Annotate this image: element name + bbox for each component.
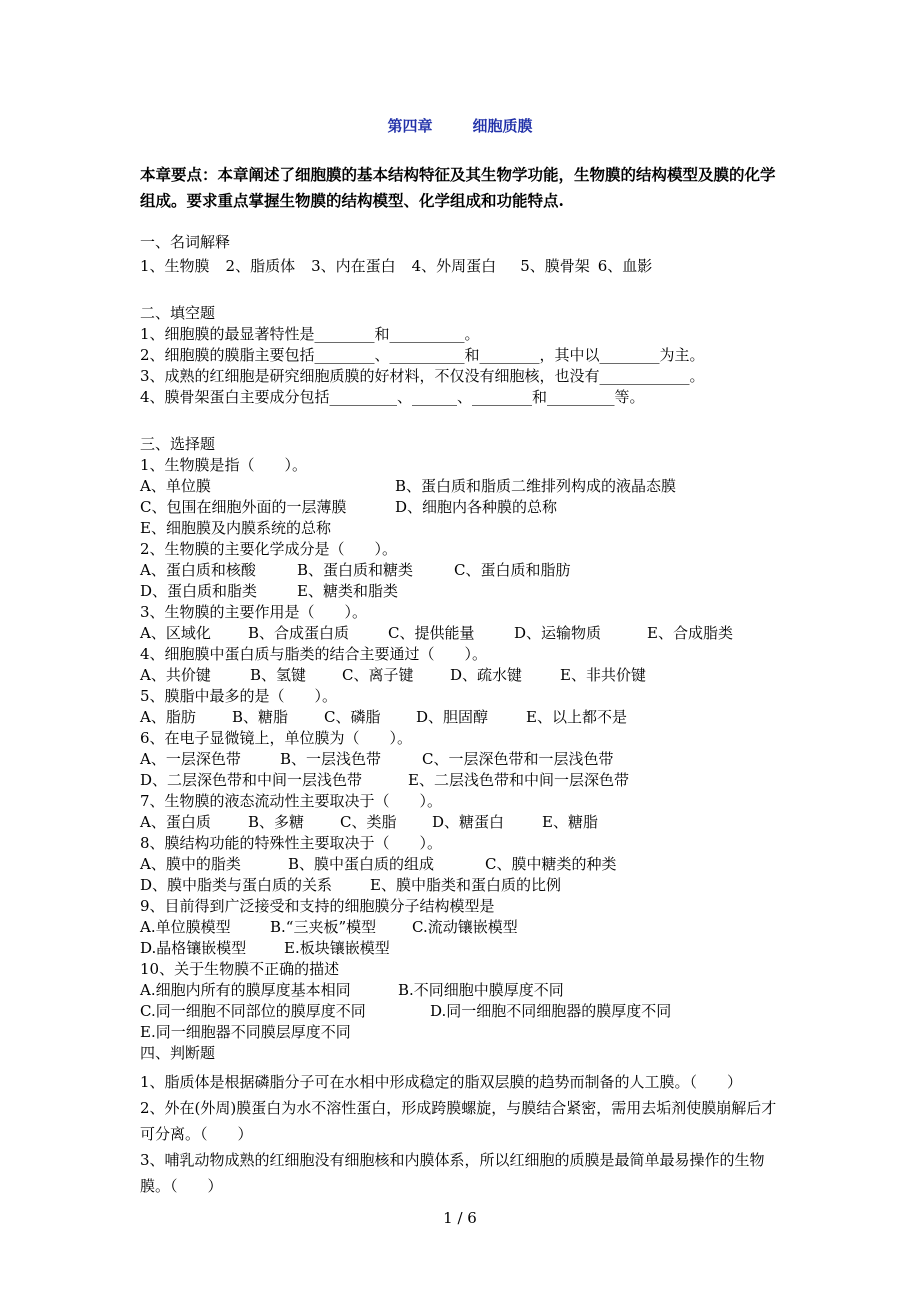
option: B、多糖	[248, 813, 305, 831]
term-list	[140, 253, 800, 280]
term-item: 3、内在蛋白	[311, 257, 396, 275]
option: E、二层浅色带和中间一层深色带	[408, 771, 629, 789]
option: E.板块镶嵌模型	[284, 939, 390, 957]
section-heading: 二、填空题	[140, 304, 216, 322]
option-row	[140, 560, 800, 581]
statement: 2、外在(外周)膜蛋白为水不溶性蛋白，形成跨膜螺旋，与膜结合紧密，需用去垢剂使膜崩解后才可分离。（ ）	[140, 1099, 777, 1143]
section-terms	[140, 232, 800, 280]
option-row	[140, 707, 800, 728]
option-row	[140, 749, 800, 770]
option-row	[140, 812, 800, 833]
option: D、糖蛋白	[432, 813, 505, 831]
option-row	[140, 875, 800, 896]
option: B、合成蛋白质	[248, 624, 350, 642]
option: A、区域化	[140, 624, 211, 642]
option: D、胆固醇	[416, 708, 489, 726]
option-row	[140, 938, 800, 959]
option-row	[140, 518, 800, 539]
option-row	[140, 1022, 800, 1043]
option: A.细胞内所有的膜厚度基本相同	[140, 981, 351, 999]
question-stem: 6、在电子显微镜上，单位膜为（ ）。	[140, 729, 413, 747]
option: D、疏水键	[450, 666, 523, 684]
option: E、非共价键	[560, 666, 646, 684]
option: A、膜中的脂类	[140, 855, 241, 873]
term-item: 2、脂质体	[225, 257, 296, 275]
section-heading: 一、名词解释	[140, 233, 231, 251]
option: C、蛋白质和脂肪	[454, 561, 571, 579]
option: D.同一细胞不同细胞器的膜厚度不同	[430, 1002, 672, 1020]
option: E、糖脂	[542, 813, 598, 831]
section-fill-blank	[140, 303, 800, 408]
option: C、类脂	[340, 813, 397, 831]
option: B.不同细胞中膜厚度不同	[398, 981, 564, 999]
option: E、合成脂类	[647, 624, 733, 642]
term-item: 1、生物膜	[140, 257, 210, 275]
option: D、二层深色带和中间一层浅色带	[140, 771, 363, 789]
question-stem: 1、生物膜是指（ ）。	[140, 456, 308, 474]
question-stem: 9、目前得到广泛接受和支持的细胞膜分子结构模型是	[140, 897, 495, 915]
option: D、膜中脂类与蛋白质的关系	[140, 876, 333, 894]
option: E、糖类和脂类	[297, 582, 398, 600]
option: A、单位膜	[140, 477, 211, 495]
option: B.“三夹板”模型	[270, 918, 377, 936]
option: B、膜中蛋白质的组成	[288, 855, 435, 873]
option: D、运输物质	[514, 624, 602, 642]
chapter-title	[0, 116, 920, 136]
option-row	[140, 980, 800, 1001]
chapter-name: 细胞质膜	[472, 117, 533, 135]
option: B、糖脂	[232, 708, 289, 726]
question-stem: 10、关于生物膜不正确的描述	[140, 960, 340, 978]
page-number: 1 / 6	[443, 1209, 477, 1227]
question: 2、细胞膜的膜脂主要包括________、__________和________，其中以________为主。	[140, 346, 705, 364]
term-item: 5、膜骨架	[520, 257, 590, 275]
option: B、一层浅色带	[280, 750, 382, 768]
question-stem: 5、膜脂中最多的是（ ）。	[140, 687, 338, 705]
option: B、蛋白质和糖类	[297, 561, 414, 579]
question-stem: 8、膜结构功能的特殊性主要取决于（ ）。	[140, 834, 443, 852]
option: D、细胞内各种膜的总称	[395, 498, 558, 516]
option: E、细胞膜及内膜系统的总称	[140, 519, 331, 537]
option: C、离子键	[342, 666, 414, 684]
section-choice	[140, 434, 800, 1064]
option-row	[140, 476, 800, 497]
question-stem: 2、生物膜的主要化学成分是（ ）。	[140, 540, 398, 558]
chapter-summary: 本章要点：本章阐述了细胞膜的基本结构特征及其生物学功能，生物膜的结构模型及膜的化学组成。要求重点掌握生物膜的结构模型、化学组成和功能特点.	[140, 165, 776, 210]
option: E、以上都不是	[526, 708, 627, 726]
option: D、蛋白质和脂类	[140, 582, 258, 600]
option: E、膜中脂类和蛋白质的比例	[370, 876, 561, 894]
statement: 1、脂质体是根据磷脂分子可在水相中形成稳定的脂双层膜的趋势而制备的人工膜。（ ）	[140, 1073, 743, 1091]
option: A、蛋白质	[140, 813, 211, 831]
question-stem: 7、生物膜的液态流动性主要取决于（ ）。	[140, 792, 443, 810]
option: A、蛋白质和核酸	[140, 561, 256, 579]
option-row	[140, 854, 800, 875]
question: 3、成熟的红细胞是研究细胞质膜的好材料，不仅没有细胞核，也没有____________。	[140, 367, 705, 385]
option: C、包围在细胞外面的一层薄膜	[140, 498, 347, 516]
term-item: 6、血影	[597, 257, 653, 275]
option-row	[140, 665, 800, 686]
option: C.同一细胞不同部位的膜厚度不同	[140, 1002, 366, 1020]
section-true-false	[140, 1069, 800, 1199]
option: B、蛋白质和脂质二维排列构成的液晶态膜	[395, 477, 677, 495]
question-stem: 4、细胞膜中蛋白质与脂类的结合主要通过（ ）。	[140, 645, 488, 663]
chapter-number: 第四章	[387, 117, 433, 135]
option: C、磷脂	[324, 708, 381, 726]
option-row	[140, 1001, 800, 1022]
option-row	[140, 581, 800, 602]
option-row	[140, 623, 800, 644]
option: B、氢键	[250, 666, 307, 684]
option: C、膜中糖类的种类	[485, 855, 617, 873]
term-item: 4、外周蛋白	[411, 257, 497, 275]
option: A.单位膜模型	[140, 918, 231, 936]
option: A、共价键	[140, 666, 211, 684]
section-heading: 四、判断题	[140, 1044, 216, 1062]
option: A、脂肪	[140, 708, 196, 726]
option-row	[140, 917, 800, 938]
question-stem: 3、生物膜的主要作用是（ ）。	[140, 603, 368, 621]
section-heading: 三、选择题	[140, 435, 216, 453]
option: E.同一细胞器不同膜层厚度不同	[140, 1023, 351, 1041]
option: A、一层深色带	[140, 750, 241, 768]
question: 4、膜骨架蛋白主要成分包括_________、______、________和_________等。	[140, 388, 645, 406]
question: 1、细胞膜的最显著特性是________和__________。	[140, 325, 480, 343]
statement: 3、哺乳动物成熟的红细胞没有细胞核和内膜体系，所以红细胞的质膜是最简单最易操作的生物膜。（ ）	[140, 1151, 765, 1195]
option: C、提供能量	[388, 624, 475, 642]
option-row	[140, 497, 800, 518]
option: C.流动镶嵌模型	[412, 918, 518, 936]
option: C、一层深色带和一层浅色带	[422, 750, 614, 768]
option-row	[140, 770, 800, 791]
option: D.晶格镶嵌模型	[140, 939, 247, 957]
